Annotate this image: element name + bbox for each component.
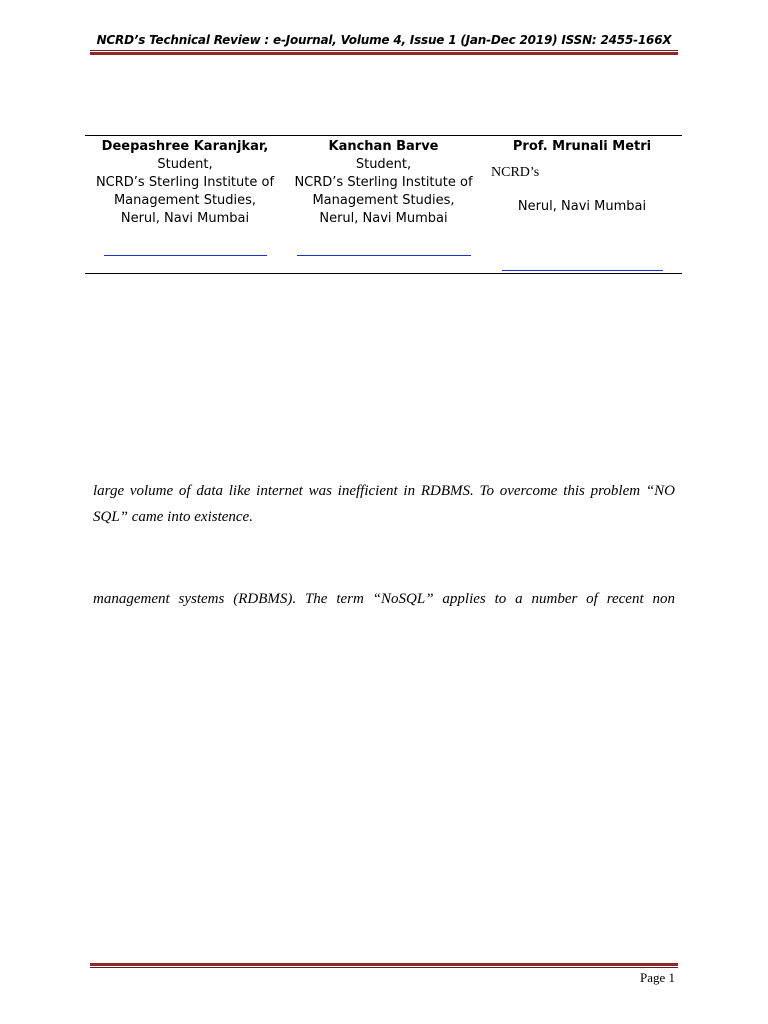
authors-table	[85, 135, 682, 274]
body-paragraph: management systems (RDBMS). The term “NoSQL” applies to a number of recent non	[93, 591, 675, 607]
author-institution: NCRD’s Sterling Institute of	[95, 175, 275, 190]
header-rule-thick	[90, 52, 678, 55]
author-institution-2: Management Studies,	[312, 193, 455, 208]
author-name: Deepashree Karanjkar,	[101, 139, 269, 154]
page-number: Page 1	[639, 970, 675, 985]
author-institution: NCRD’s	[491, 165, 540, 180]
body-paragraph: large volume of data like internet was inefficient in RDBMS. To overcome this problem “NO SQL” came into existence.	[93, 483, 675, 525]
author-place: Nerul, Navi Mumbai	[319, 211, 448, 226]
author-name: Kanchan Barve	[328, 139, 439, 154]
page-header: NCRD’s Technical Review : e-Journal, Volume 4, Issue 1 (Jan-Dec 2019) ISSN: 2455-166X	[96, 33, 672, 47]
author-place: Nerul, Navi Mumbai	[517, 199, 647, 214]
footer-rule-thin	[90, 967, 678, 968]
author-email-link[interactable]	[502, 270, 663, 271]
author-block-1	[85, 136, 285, 273]
footer-rule-thick	[90, 963, 678, 966]
author-block-3	[482, 136, 682, 273]
author-role: Student,	[157, 157, 213, 172]
author-block-2	[285, 136, 482, 273]
author-email-link[interactable]	[297, 255, 471, 256]
author-place: Nerul, Navi Mumbai	[120, 211, 250, 226]
header-rule-thin	[90, 50, 678, 51]
author-email-link[interactable]	[104, 255, 267, 256]
author-name: Prof. Mrunali Metri	[512, 139, 652, 154]
author-institution-2: Management Studies,	[113, 193, 257, 208]
author-role: Student,	[355, 157, 412, 172]
author-institution: NCRD’s Sterling Institute of	[294, 175, 473, 190]
